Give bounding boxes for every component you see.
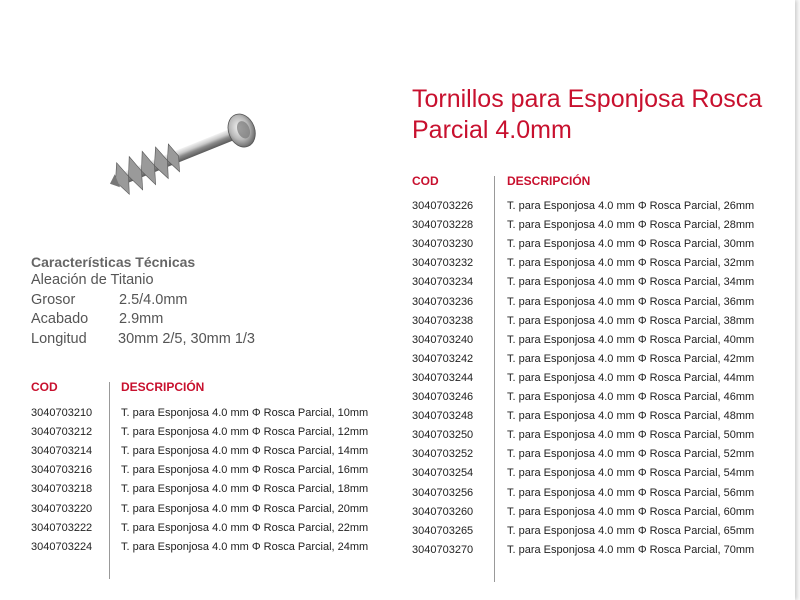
table-row — [412, 541, 800, 560]
product-description: T. para Esponjosa 4.0 mm Φ Rosca Parcial, 60mm — [507, 505, 755, 518]
product-description: T. para Esponjosa 4.0 mm Φ Rosca Parcial, 12mm — [121, 426, 369, 439]
product-description: T. para Esponjosa 4.0 mm Φ Rosca Parcial, 42mm — [507, 352, 755, 365]
product-description: T. para Esponjosa 4.0 mm Φ Rosca Parcial, 16mm — [121, 464, 369, 477]
spec-value: 2.5/4.0mm — [119, 291, 188, 308]
product-code: 3040703240 — [412, 333, 474, 346]
table-row — [412, 426, 800, 445]
table-row — [412, 369, 800, 388]
table-row — [412, 312, 800, 331]
product-description: T. para Esponjosa 4.0 mm Φ Rosca Parcial, 65mm — [507, 524, 755, 537]
col-header-code: COD — [31, 380, 58, 394]
col-header-code: COD — [412, 174, 439, 188]
product-description: T. para Esponjosa 4.0 mm Φ Rosca Parcial, 28mm — [507, 219, 755, 232]
product-code: 3040703214 — [31, 445, 93, 458]
product-code: 3040703265 — [412, 524, 474, 537]
product-description: T. para Esponjosa 4.0 mm Φ Rosca Parcial, 14mm — [121, 445, 369, 458]
page-title: Tornillos para Esponjosa Rosca Parcial 4.0mm — [412, 85, 763, 144]
product-code: 3040703250 — [412, 429, 474, 442]
product-description: T. para Esponjosa 4.0 mm Φ Rosca Parcial, 10mm — [121, 407, 369, 419]
table-row — [412, 254, 800, 273]
table-row — [412, 503, 800, 522]
product-description: T. para Esponjosa 4.0 mm Φ Rosca Parcial, 38mm — [507, 314, 755, 327]
product-description: T. para Esponjosa 4.0 mm Φ Rosca Parcial, 22mm — [121, 521, 369, 534]
table-row — [412, 445, 800, 464]
col-header-description: DESCRIPCIÓN — [121, 380, 205, 394]
technical-specs — [31, 254, 371, 349]
spec-material-value: Aleación de Titanio — [31, 272, 154, 288]
product-code: 3040703232 — [412, 257, 474, 270]
spec-value: 2.9mm — [119, 311, 164, 327]
table-row — [412, 464, 800, 483]
spec-label: Acabado — [31, 311, 89, 327]
table-row — [412, 522, 800, 541]
product-description: T. para Esponjosa 4.0 mm Φ Rosca Parcial, 56mm — [507, 486, 755, 499]
product-description: T. para Esponjosa 4.0 mm Φ Rosca Parcial, 26mm — [507, 200, 755, 212]
product-code: 3040703236 — [412, 295, 474, 308]
spec-label: Grosor — [31, 291, 76, 308]
product-description: T. para Esponjosa 4.0 mm Φ Rosca Parcial, 54mm — [507, 467, 755, 480]
product-description: T. para Esponjosa 4.0 mm Φ Rosca Parcial, 34mm — [507, 276, 755, 289]
product-description: T. para Esponjosa 4.0 mm Φ Rosca Parcial, 18mm — [121, 483, 369, 496]
table-row — [412, 388, 800, 407]
specs-heading: Características Técnicas — [31, 254, 196, 270]
product-code: 3040703260 — [412, 505, 474, 518]
product-description: T. para Esponjosa 4.0 mm Φ Rosca Parcial, 48mm — [507, 410, 755, 423]
product-description: T. para Esponjosa 4.0 mm Φ Rosca Parcial, 70mm — [507, 543, 755, 556]
product-code: 3040703234 — [412, 276, 474, 289]
product-description: T. para Esponjosa 4.0 mm Φ Rosca Parcial, 46mm — [507, 391, 755, 403]
table-row — [412, 235, 800, 254]
product-description: T. para Esponjosa 4.0 mm Φ Rosca Parcial, 32mm — [507, 257, 755, 270]
product-description: T. para Esponjosa 4.0 mm Φ Rosca Parcial, 50mm — [507, 429, 755, 442]
product-description: T. para Esponjosa 4.0 mm Φ Rosca Parcial, 36mm — [507, 295, 755, 308]
product-code: 3040703228 — [412, 219, 474, 232]
spec-acabado — [31, 310, 371, 330]
product-code: 3040703210 — [31, 407, 93, 419]
product-code: 3040703230 — [412, 238, 474, 251]
product-code: 3040703254 — [412, 467, 474, 480]
product-code: 3040703244 — [412, 371, 474, 384]
product-description: T. para Esponjosa 4.0 mm Φ Rosca Parcial, 30mm — [507, 238, 755, 251]
product-code: 3040703256 — [412, 486, 474, 499]
table-row — [412, 350, 800, 369]
product-code: 3040703212 — [31, 426, 93, 439]
table-row — [412, 197, 800, 216]
spec-longitud — [31, 330, 371, 350]
product-code: 3040703270 — [412, 543, 474, 556]
product-code: 3040703238 — [412, 314, 474, 327]
table-row — [412, 484, 800, 503]
table-row — [412, 216, 800, 235]
product-code: 3040703252 — [412, 448, 474, 461]
screw-image — [96, 108, 276, 198]
product-code: 3040703218 — [31, 483, 93, 496]
spec-value: 30mm 2/5, 30mm 1/3 — [118, 330, 255, 347]
spec-material — [31, 271, 371, 291]
table-row — [412, 331, 800, 350]
table-row — [412, 273, 800, 292]
col-header-description: DESCRIPCIÓN — [507, 174, 591, 188]
product-description: T. para Esponjosa 4.0 mm Φ Rosca Parcial, 40mm — [507, 333, 755, 346]
product-code: 3040703224 — [31, 540, 93, 553]
product-description: T. para Esponjosa 4.0 mm Φ Rosca Parcial, 20mm — [121, 502, 369, 515]
product-code: 3040703242 — [412, 352, 474, 365]
product-description: T. para Esponjosa 4.0 mm Φ Rosca Parcial, 44mm — [507, 371, 755, 384]
product-code: 3040703226 — [412, 200, 474, 212]
table-row — [412, 407, 800, 426]
product-code: 3040703216 — [31, 464, 93, 477]
product-code: 3040703246 — [412, 391, 474, 403]
product-code: 3040703220 — [31, 502, 93, 515]
product-code: 3040703222 — [31, 521, 93, 534]
table-row — [412, 293, 800, 312]
product-description: T. para Esponjosa 4.0 mm Φ Rosca Parcial, 52mm — [507, 448, 755, 461]
spec-grosor — [31, 291, 371, 311]
product-description: T. para Esponjosa 4.0 mm Φ Rosca Parcial, 24mm — [121, 540, 369, 553]
product-code: 3040703248 — [412, 410, 474, 423]
spec-label: Longitud — [31, 330, 87, 347]
